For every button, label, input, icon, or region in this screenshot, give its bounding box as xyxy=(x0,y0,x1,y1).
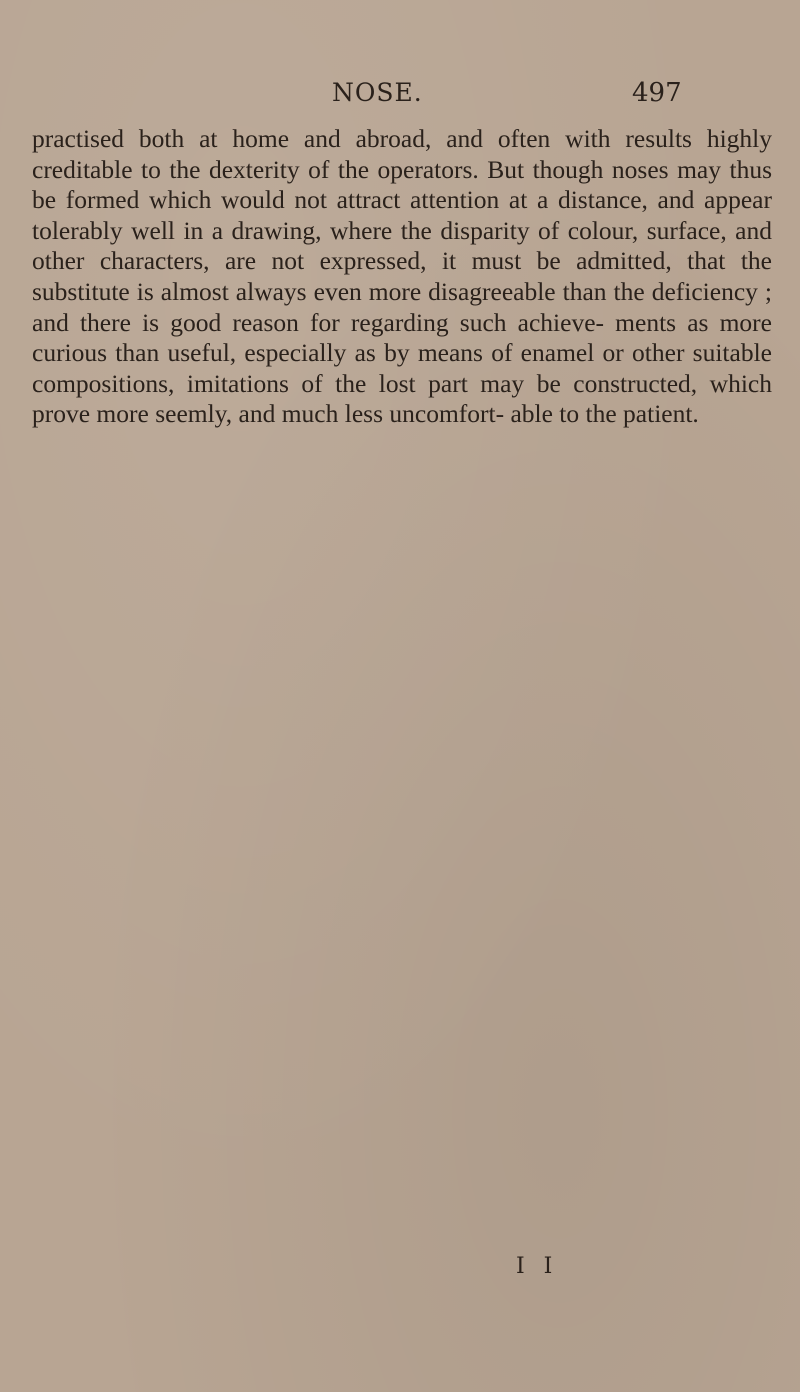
running-title: NOSE. xyxy=(332,78,423,107)
running-head xyxy=(0,78,800,114)
body-paragraph: practised both at home and abroad, and often with results highly creditable to the dexterity of the operators. But though noses may thus be formed which would not attract attention at a distance, and appear tolerably well in a drawing, where the disparity of colour, surface, and other characters, are not expressed, it must be admitted, that the substitute is almost always even more disagreeable than the deficiency ; and there is good reason for regarding such achieve- ments as more curious than useful, especially as by means of enamel or other suitable compositions, imitations of the lost part may be constructed, which prove more seemly, and much less uncomfort- able to the patient. xyxy=(32,124,772,429)
page-number: 497 xyxy=(632,78,682,108)
signature-mark: I I xyxy=(516,1254,559,1279)
